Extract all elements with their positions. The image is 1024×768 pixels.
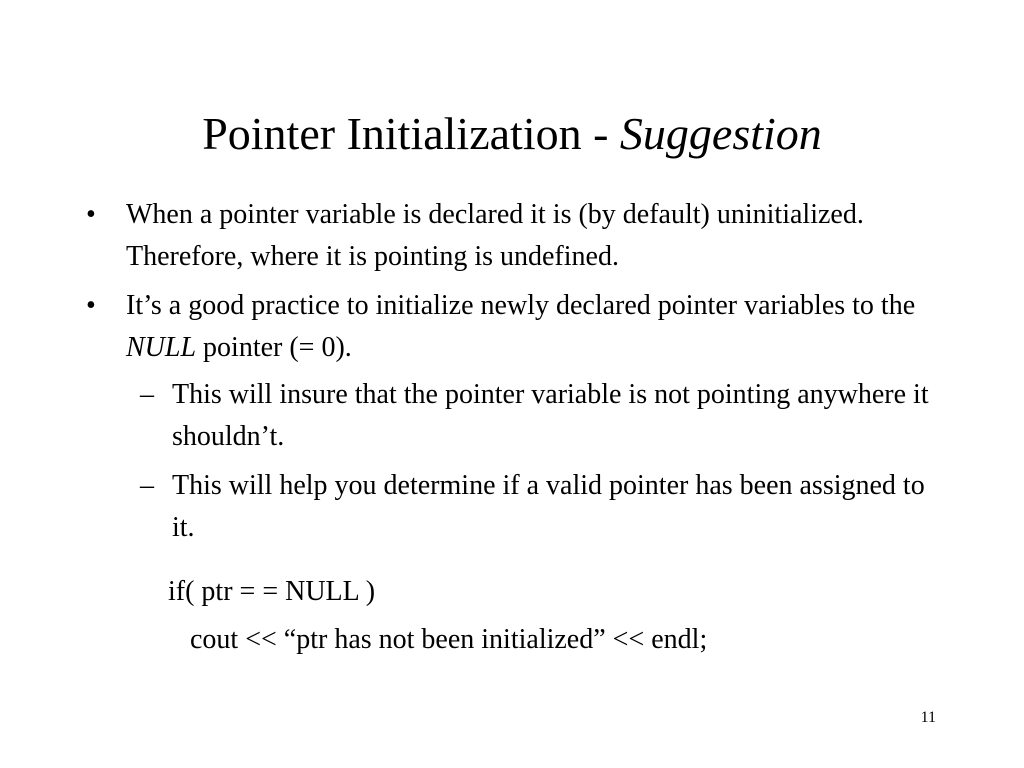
bullet-text-italic: NULL bbox=[126, 332, 197, 363]
bullet-marker: • bbox=[86, 290, 96, 321]
slide-title-italic: Suggestion bbox=[619, 108, 822, 159]
sub-bullet-item bbox=[140, 465, 940, 549]
slide-title-main: Pointer Initialization - bbox=[202, 108, 620, 159]
sub-bullet-text: This will insure that the pointer variable is not pointing anywhere it shouldn’t. bbox=[172, 379, 929, 452]
bullet-text-after: pointer (= 0). bbox=[196, 332, 352, 363]
code-line: if( ptr = = NULL ) bbox=[168, 576, 376, 607]
sub-bullet-marker: – bbox=[140, 470, 154, 501]
bullet-marker: • bbox=[86, 199, 96, 230]
sub-bullet-item bbox=[140, 374, 940, 458]
bullet-item bbox=[86, 285, 936, 369]
bullet-item bbox=[86, 194, 936, 278]
code-line: cout << “ptr has not been initialized” << endl; bbox=[190, 624, 708, 655]
sub-bullet-marker: – bbox=[140, 379, 154, 410]
sub-bullet-text: This will help you determine if a valid pointer has been assigned to it. bbox=[172, 470, 925, 543]
slide-title bbox=[0, 104, 1024, 164]
slide-number: 11 bbox=[920, 709, 936, 726]
bullet-text bbox=[126, 285, 936, 369]
bullet-text: When a pointer variable is declared it is (by default) uninitialized. Therefore, where it is pointing is undefined. bbox=[126, 199, 864, 272]
bullet-text-before: It’s a good practice to initialize newly declared pointer variables to the bbox=[126, 290, 916, 321]
